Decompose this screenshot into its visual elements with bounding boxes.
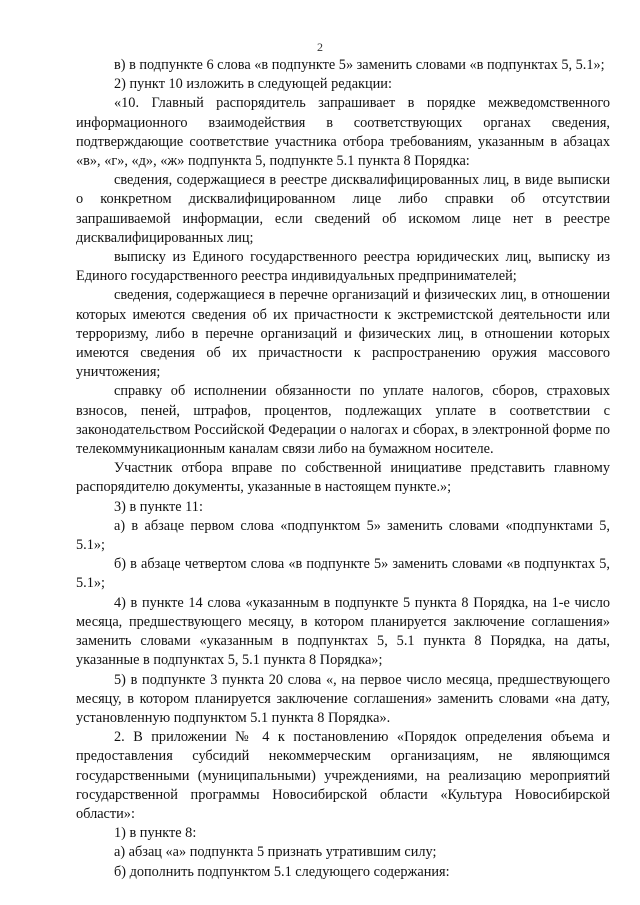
- document-body: [76, 56, 610, 882]
- paragraph: 4) в пункте 14 слова «указанным в подпункте 5 пункта 8 Порядка, на 1-е число месяца, предшествующего месяцу, в котором планируется заключение соглашения» заменить словами «указанным в подпунктах 5, 5.1 пункта 8 Порядка, на даты, указанные в подпунктах 5, 5.1 пункта 8 Порядка»;: [76, 594, 610, 669]
- paragraph: 2. В приложении № 4 к постановлению «Порядок определения объема и предоставления субсидий некоммерческим организациям, не являющимся государственными (муниципальными) учреждениями, на реализацию мероприятий государственной программы Новосибирской области «Культура Новосибирской области»:: [76, 729, 610, 822]
- paragraph: а) в абзаце первом слова «подпунктом 5» заменить словами «подпунктами 5, 5.1»;: [76, 517, 610, 554]
- paragraph: сведения, содержащиеся в реестре дисквалифицированных лиц, в виде выписки о конкретном дисквалифицированном лице либо справки об отсутствии запрашиваемой информации, если сведений об искомом лице нет в реестре дисквалифицированных лиц;: [76, 172, 610, 246]
- paragraph: а) абзац «а» подпункта 5 признать утратившим силу;: [114, 844, 437, 861]
- paragraph: «10. Главный распорядитель запрашивает в порядке межведомственного информационного взаимодействия в соответствующих органах сведения, подтверждающие соответствие участника отбора требованиям, указанным в абзацах «в», «г», «д», «ж» подпункта 5, подпункте 5.1 пункта 8 Порядка:: [76, 95, 610, 170]
- paragraph: 1) в пункте 8:: [114, 825, 197, 842]
- paragraph: в) в подпункте 6 слова «в подпункте 5» заменить словами «в подпунктах 5, 5.1»;: [114, 57, 605, 73]
- paragraph: б) в абзаце четвертом слова «в подпункте 5» заменить словами «в подпунктах 5, 5.1»;: [76, 556, 610, 592]
- paragraph: 5) в подпункте 3 пункта 20 слова «, на первое число месяца, предшествующего месяцу, в котором планируется заключение соглашения» заменить словами «на дату, установленную подпунктом 5.1 пункта 8 Порядка».: [76, 671, 610, 726]
- paragraph: выписку из Единого государственного реестра юридических лиц, выписку из Единого государственного реестра индивидуальных предпринимателей;: [76, 249, 610, 285]
- paragraph: 3) в пункте 11:: [114, 498, 203, 515]
- paragraph: сведения, содержащиеся в перечне организаций и физических лиц, в отношении которых имеются сведения об их причастности к экстремистской деятельности или терроризму, либо в перечне организаций и физических лиц, в отношении которых имеются сведения об их причастности к распространению оружия массового уничтожения;: [76, 287, 610, 381]
- paragraph: Участник отбора вправе по собственной инициативе представить главному распорядителю документы, указанные в настоящем пункте.»;: [76, 460, 610, 496]
- paragraph: 2) пункт 10 изложить в следующей редакции:: [114, 76, 392, 93]
- paragraph: справку об исполнении обязанности по уплате налогов, сборов, страховых взносов, пеней, штрафов, процентов, подлежащих уплате в соответствии с законодательством Российской Федерации о налогах и сборах, в электронной форме по телекоммуникационным каналам связи либо на бумажном носителе.: [76, 383, 610, 458]
- paragraph: б) дополнить подпунктом 5.1 следующего содержания:: [114, 863, 450, 880]
- page-number: 2: [317, 40, 323, 54]
